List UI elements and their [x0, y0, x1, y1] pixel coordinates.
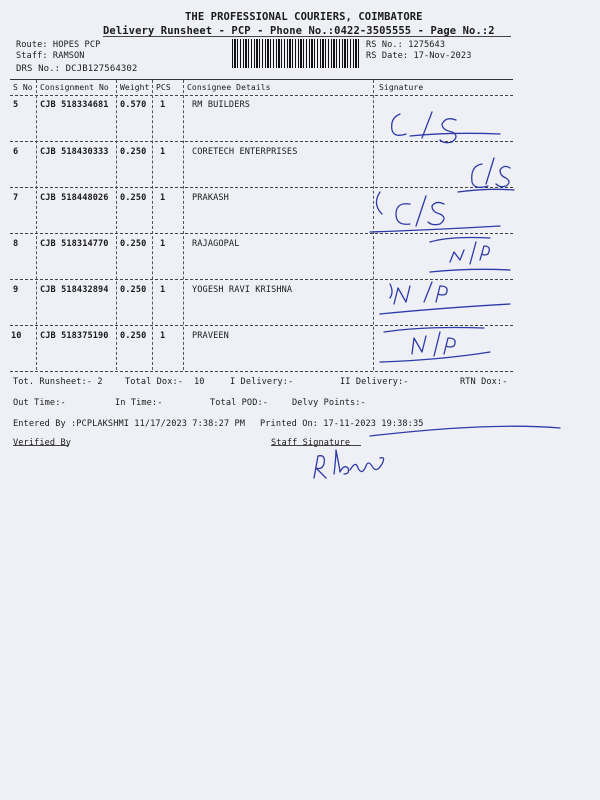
staff-signature-scribble: [300, 420, 580, 490]
row-sno: 6: [13, 147, 19, 157]
row-sno: 9: [13, 285, 19, 295]
rtn-dox: RTN Dox:-: [460, 377, 508, 387]
row-weight: 0.250: [120, 193, 147, 203]
printed-on: Printed On: 17-11-2023 19:38:35: [260, 419, 424, 429]
route-label: Route: HOPES PCP: [16, 40, 101, 50]
out-time: Out Time:-: [13, 398, 66, 408]
col-divider: [183, 80, 184, 370]
row-pcs: 1: [160, 193, 166, 203]
row-sno: 7: [13, 193, 19, 203]
verified-strike: [13, 445, 69, 446]
row-consignment: CJB 518314770: [40, 239, 109, 249]
row-consignee: RAJAGOPAL: [192, 239, 240, 249]
drs-number: DRS No.: DCJB127564302: [16, 64, 138, 74]
rs-number: RS No.: 1275643: [366, 40, 446, 50]
row-pcs: 1: [160, 285, 166, 295]
row-sno: 8: [13, 239, 19, 249]
row-pcs: 1: [160, 100, 166, 110]
row-sno: 10: [11, 331, 22, 341]
row-weight: 0.250: [120, 331, 147, 341]
total-pod: Total POD:-: [210, 398, 269, 408]
runsheet-subtitle: Delivery Runsheet - PCP - Phone No.:0422-3505555 - Page No.:2: [103, 25, 495, 37]
col-header-signature: Signature: [379, 83, 424, 92]
row-consignment: CJB 518430333: [40, 147, 109, 157]
row-sno: 5: [13, 100, 19, 110]
row-consignee: CORETECH ENTERPRISES: [192, 147, 298, 157]
ii-delivery: II Delivery:-: [340, 377, 409, 387]
row-pcs: 1: [160, 331, 166, 341]
i-delivery: I Delivery:-: [230, 377, 294, 387]
verified-by: Verified By: [13, 438, 72, 448]
col-header-pcs: PCS: [156, 83, 171, 92]
col-header-consignment: Consignment No: [40, 83, 109, 92]
col-divider: [116, 80, 117, 370]
row-consignee: RM BUILDERS: [192, 100, 251, 110]
entered-by: Entered By :PCPLAKSHMI 11/17/2023 7:38:27 PM: [13, 419, 246, 429]
row-consignment: CJB 518432894: [40, 285, 109, 295]
row-consignee: YOGESH RAVI KRISHNA: [192, 285, 293, 295]
col-divider: [152, 80, 153, 370]
row-pcs: 1: [160, 147, 166, 157]
col-header-consignee: Consignee Details: [187, 83, 271, 92]
row-consignment: CJB 518334681: [40, 100, 109, 110]
rs-date: RS Date: 17-Nov-2023: [366, 51, 472, 61]
col-divider: [36, 80, 37, 370]
row-weight: 0.250: [120, 239, 147, 249]
row-consignment: CJB 518375190: [40, 331, 109, 341]
col-header-sno: S No: [13, 83, 33, 92]
header-rule: [10, 95, 513, 96]
table-top-rule: [10, 79, 513, 80]
row-weight: 0.250: [120, 285, 147, 295]
barcode: [232, 39, 360, 68]
row-consignee: PRAKASH: [192, 193, 229, 203]
row-consignee: PRAVEEN: [192, 331, 229, 341]
total-dox-value: 10: [194, 377, 205, 387]
staff-label: Staff: RAMSON: [16, 51, 85, 61]
handwritten-signature-marks: [370, 100, 530, 380]
row-consignment: CJB 518448026: [40, 193, 109, 203]
subtitle-underline: [103, 36, 511, 37]
in-time: In Time:-: [115, 398, 163, 408]
company-title: THE PROFESSIONAL COURIERS, COIMBATORE: [185, 11, 423, 23]
staff-signature-label: Staff Signature: [271, 438, 351, 448]
total-dox-label: Total Dox:-: [125, 377, 184, 387]
tot-runsheet: Tot. Runsheet:- 2: [13, 377, 103, 387]
col-header-weight: Weight: [120, 83, 150, 92]
row-pcs: 1: [160, 239, 166, 249]
row-weight: 0.570: [120, 100, 147, 110]
row-weight: 0.250: [120, 147, 147, 157]
delvy-points: Delvy Points:-: [292, 398, 366, 408]
